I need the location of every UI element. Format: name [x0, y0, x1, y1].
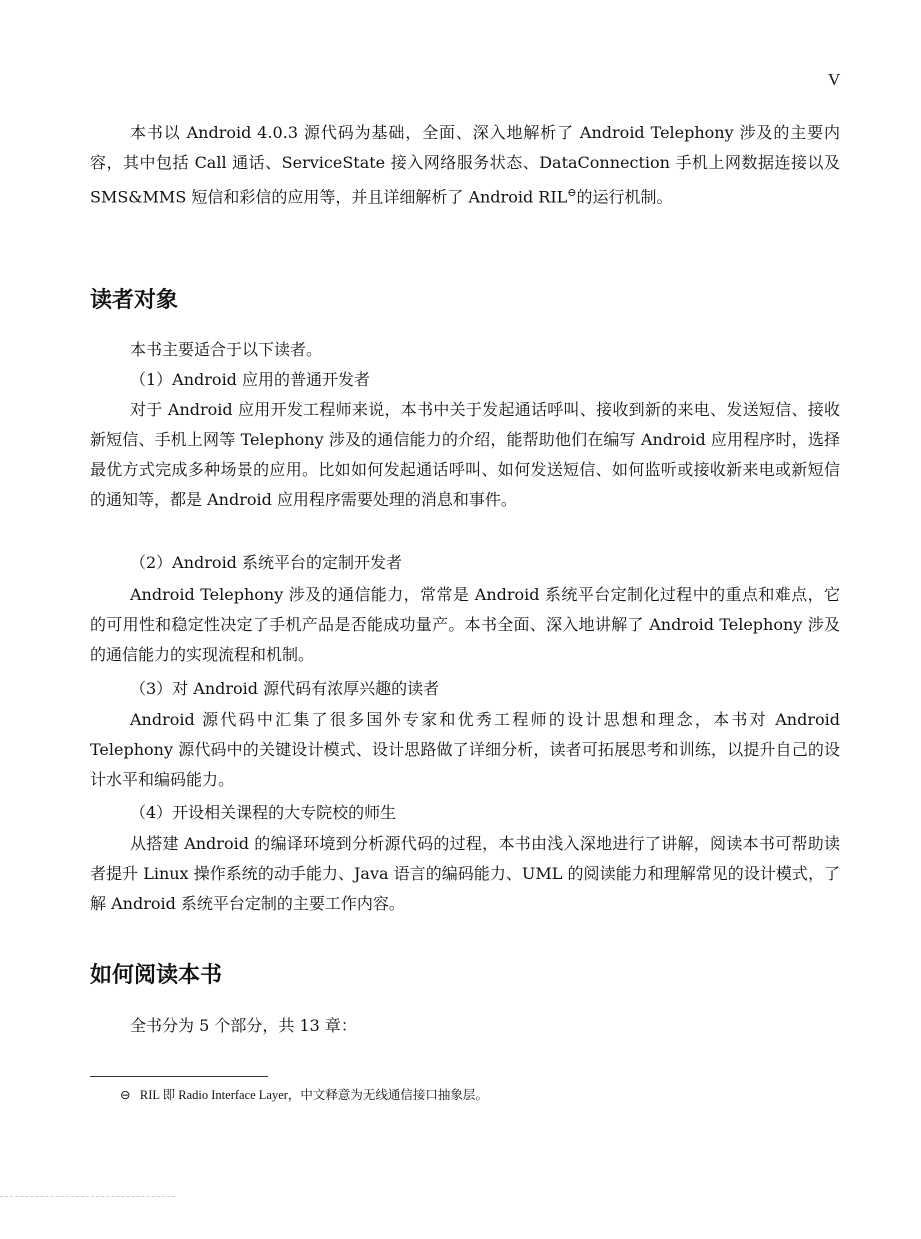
- footnote: [120, 1085, 488, 1103]
- reader-item-label: （1）Android 应用的普通开发者: [130, 370, 371, 389]
- footnote-symbol: ⊖: [120, 1088, 131, 1102]
- reader-item-label: （4）开设相关课程的大专院校的师生: [130, 803, 397, 822]
- howto-intro: 全书分为 5 个部分，共 13 章：: [130, 1016, 357, 1035]
- bottom-divider: [0, 1196, 175, 1197]
- reader-item-desc: 从搭建 Android 的编译环境到分析源代码的过程，本书由浅入深地进行了讲解，阅读本书可帮助读者提升 Linux 操作系统的动手能力、Java 语言的编码能力、UML 的阅读能力和理解常见的设计模式，了解 Android 系统平台定制的主要工作内容。: [90, 834, 840, 913]
- intro-tail: 的运行机制。: [576, 187, 673, 207]
- reader-item-label: （2）Android 系统平台的定制开发者: [130, 553, 403, 572]
- section-heading-readers: 读者对象: [90, 288, 179, 313]
- reader-item-desc: Android Telephony 涉及的通信能力，常常是 Android 系统平台定制化过程中的重点和难点，它的可用性和稳定性决定了手机产品是否能成功量产。本书全面、深入地讲解了 Android Telephony 涉及的通信能力的实现流程和机制。: [90, 585, 840, 664]
- intro-text: 本书以 Android 4.0.3 源代码为基础，全面、深入地解析了 Android Telephony 涉及的主要内容，其中包括 Call 通话、ServiceState 接入网络服务状态、DataConnection 手机上网数据连接以及 SMS&MMS 短信和彩信的应用等，并且详细解析了 Android RIL: [90, 123, 840, 207]
- reader-item-desc: Android 源代码中汇集了很多国外专家和优秀工程师的设计思想和理念，本书对 Android Telephony 源代码中的关键设计模式、设计思路做了详细分析，读者可拓展思考和训练，以提升自己的设计水平和编码能力。: [90, 710, 840, 789]
- page-number: V: [828, 70, 841, 89]
- footnote-rule: [90, 1076, 268, 1077]
- section-heading-howto: 如何阅读本书: [90, 963, 223, 988]
- footnote-text: RIL 即 Radio Interface Layer，中文释意为无线通信接口抽象层。: [139, 1088, 488, 1102]
- readers-intro: 本书主要适合于以下读者。: [130, 340, 323, 359]
- reader-item-desc: 对于 Android 应用开发工程师来说，本书中关于发起通话呼叫、接收到新的来电、发送短信、接收新短信、手机上网等 Telephony 涉及的通信能力的介绍，能帮助他们在编写 Android 应用程序时，选择最优方式完成多种场景的应用。比如如何发起通话呼叫、如何发送短信、如何监听或接收新来电或新短信的通知等，都是 Android 应用程序需要处理的消息和事件。: [90, 400, 840, 509]
- footnote-marker: ⊖: [567, 186, 577, 199]
- reader-item-label: （3）对 Android 源代码有浓厚兴趣的读者: [130, 679, 440, 698]
- intro-paragraph: [90, 118, 840, 212]
